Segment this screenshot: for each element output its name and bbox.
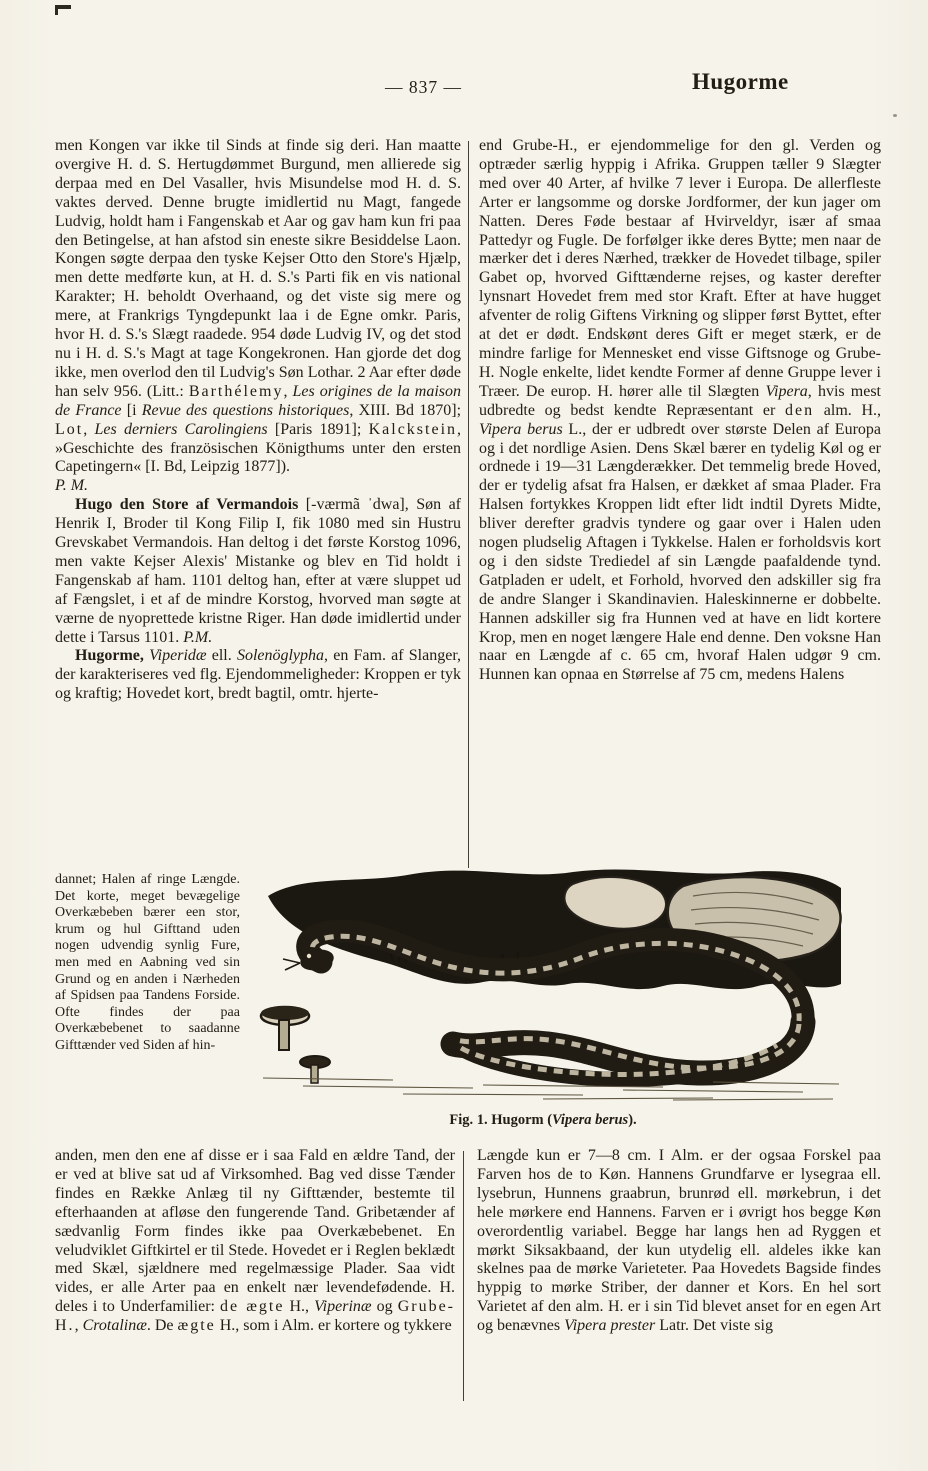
hugorm-engraving	[243, 866, 843, 1106]
entry-hugorme-continued-left: anden, men den ene af disse er i saa Fald en ældre Tand, der er ved at blive sat ud af Virksomhed. Bag ved disse Tænder findes en Række Anlæg til ny Gifttænder, bestemte til efterhaanden at afløse den fungerende Tand. Gribetænder af sædvanlig Form findes ikke paa Overkæbebenet. En veludviklet Giftkirtel er til Stede. Hovedet er i Reglen beklædt med Skæl, sjældnere med regelmæssige Plader. Saa vidt vides, er alle Arter paa en enkelt nær levendefødende. H. deles i to Underfamilier: de ægte H., Viperinæ og Grube-H., Crotalinæ. De ægte H., som i Alm. er kortere og tykkere	[55, 1147, 455, 1335]
entry-hugo-den-store-continuation: men Kongen var ikke til Sinds at finde sig deri. Han maatte overgive H. d. S. Hertugdømmet Burgund, men allierede sig derpaa med en Del Vasaller, hvis Misundelse mod H. d. S. vaktes derved. Denne brugte imidlertid nu Magt, fangede Ludvig, holdt ham i Fangenskab et Aar og gav ham kun fri paa den Betingelse, at han afstod sin eneste sikre Besiddelse Laon. Kongen søgte derpaa den tyske Kejser Otto den Store's Hjælp, men dette medførte kun, at H. d. S.'s Parti fik en vis national Karakter; H. beholdt Overhaand, og det viste sig mere og mere, at Frankrigs Tyngdepunkt laa i de Egne omkr. Paris, hvor H. d. S.'s Slægt raadede. 954 døde Ludvig IV, og det stod nu i H. d. S.'s Magt at tage Kongekronen. Han gjorde det dog ikke, men overlod den til Ludvig's Søn Lothar. 2 Aar efter døde han selv 956. (Litt.: Barthélemy, Les origines de la maison de France [i Revue des questions historiques, XIII. Bd 1870]; Lot, Les derniers Carolingiens [Paris 1891]; Kalckstein, »Geschichte des französischen Königthums unter den ersten Capetingern« [I. Bd, Leipzig 1877]).	[55, 137, 462, 476]
left-column-upper	[55, 137, 461, 704]
left-column-lower	[55, 1147, 455, 1336]
scan-artifact-corner	[55, 5, 71, 15]
figure-caption: Fig. 1. Hugorm (Vipera berus).	[449, 1112, 637, 1128]
scan-artifact-speck	[893, 114, 897, 117]
page-number: — 837 —	[385, 77, 462, 97]
left-column-beside-figure	[55, 872, 240, 1055]
entry-hugorme-continued-right: Længde kun er 7—8 cm. I Alm. er der ogsaa Forskel paa Farven hos de to Køn. Hannens Grundfarve er lysegraa ell. lysebrun, Hunnens graabrun, brunrød ell. mørkebrun, i det hele mørkere end Hannens. Farven er i øvrigt hos begge Køn overordentlig variabel. Begge har langs hen ad Ryggen et mørkt Siksakbaand, der kun utydelig ell. aldeles ikke kan skelnes paa de mørke Varieteter. Paa Hovedets Bagside findes hyppig to mørke Striber, der danner et Kors. En hel sort Varietet af den alm. H. er i sin Tid blevet anset for en egen Art og benævnes Vipera prester Latr. Det viste sig	[477, 1147, 881, 1335]
right-column-lower	[477, 1147, 881, 1336]
column-divider-upper	[468, 141, 469, 868]
figure-hugorm	[243, 866, 843, 1106]
column-divider-lower	[463, 1151, 464, 1401]
author-initials: P. M.	[55, 477, 89, 495]
right-column-upper	[479, 137, 881, 685]
entry-hugo-den-store-af-vermandois: Hugo den Store af Vermandois [-værmã ˈdwa], Søn af Henrik I, Broder til Kong Filip I, fik 1080 med sin Hustru Grevskabet Vermandois. Han deltog i det første Korstog 1096, men vakte Kejser Alexis' Mistanke og blev en Tid holdt i Fangenskab af ham. 1101 deltog han, efter at være sluppet ud af Fængslet, i et af de mindre Korstog, hvorved man søgte at værne de nyoprettede kristne Riger. Han døde imidlertid under dette i Tarsus 1101. P.M.	[55, 496, 461, 646]
running-head-title: Hugorme	[692, 69, 789, 94]
entry-hugorme-right-top: end Grube-H., er ejendommelige for den gl. Verden og optræder særlig hyppig i Afrika. Gruppen tæller 9 Slægter med over 40 Arter, af hvilke 7 lever i Europa. De allerfleste Arter er langsomme og dorske Jordformer, der kun jager om Natten. Deres Føde bestaar af Hvirveldyr, især af smaa Pattedyr og Fugle. De forfølger ikke deres Bytte; men naar de mærker det i deres Nærhed, trækker de Hovedet tilbage, spiler Gabet op, hvorved Gifttænderne rejses, og kaster derefter lynsnart Hovedet frem med stor Kraft. Efter at have hugget afventer de rolig Giftens Virkning og slipper først Byttet, efter at det er dødt. Endskønt deres Gift er meget stærk, er de mindre farlige for Mennesket end visse Giftsnoge og Grube-H. Nogle enkelte, lidet kendte Former af denne Gruppe lever i Træer. De europ. H. hører alle til Slægten Vipera, hvis mest udbredte og bedst kendte Repræsentant er den alm. H., Vipera berus L., der er udbredt over største Delen af Europa og i det nordlige Asien. Dens Skæl bærer en tydelig Køl og er ordnede i 19—31 Længderækker. Det temmelig brede Hoved, der er tydelig afsat fra Halsen, er dækket af smaa Plader. Fra Halsen fortykkes Kroppen lidt efter lidt indtil Dyrets Midte, bliver derefter gradvis tyndere og gaar over i Halen uden nogen pludselig Aftagen i Tykkelse. Halen er forholdsvis kort og i den sidste Trediedel af sin Længde paafaldende tynd. Gatpladen er udelt, et Forhold, hvorved den adskiller sig fra de andre Slanger i Skandinavien. Haleskinnerne er dobbelte. Hannen adskiller sig fra Hunnen ved at have en lidt kortere Krop, men en noget længere Hale end denne. Den voksne Han naar en Længde af c. 65 cm, hvoraf Halen udgør 9 cm. Hunnen kan opnaa en Størrelse af 75 cm, medens Halens	[479, 137, 882, 684]
entry-hugorme-start: Hugorme, Viperidæ ell. Solenöglypha, en Fam. af Slanger, der karakteriseres ved flg. Ejendommeligheder: Kroppen er tyk og kraftig; Hovedet kort, bredt bagtil, omtr. hjerte-	[55, 647, 462, 703]
entry-hugorme-beside-figure: dannet; Halen af ringe Længde. Det korte, meget bevægelige Overkæbeben bærer een stor, krum og hul Gifttand uden nogen udvendig synlig Fure, men med en Aabning ved sin Grund og en anden i Nærheden af Spidsen paa Tandens Forside. Ofte findes der paa Overkæbebenet to saadanne Gifttænder ved Siden af hin-	[55, 872, 240, 1053]
